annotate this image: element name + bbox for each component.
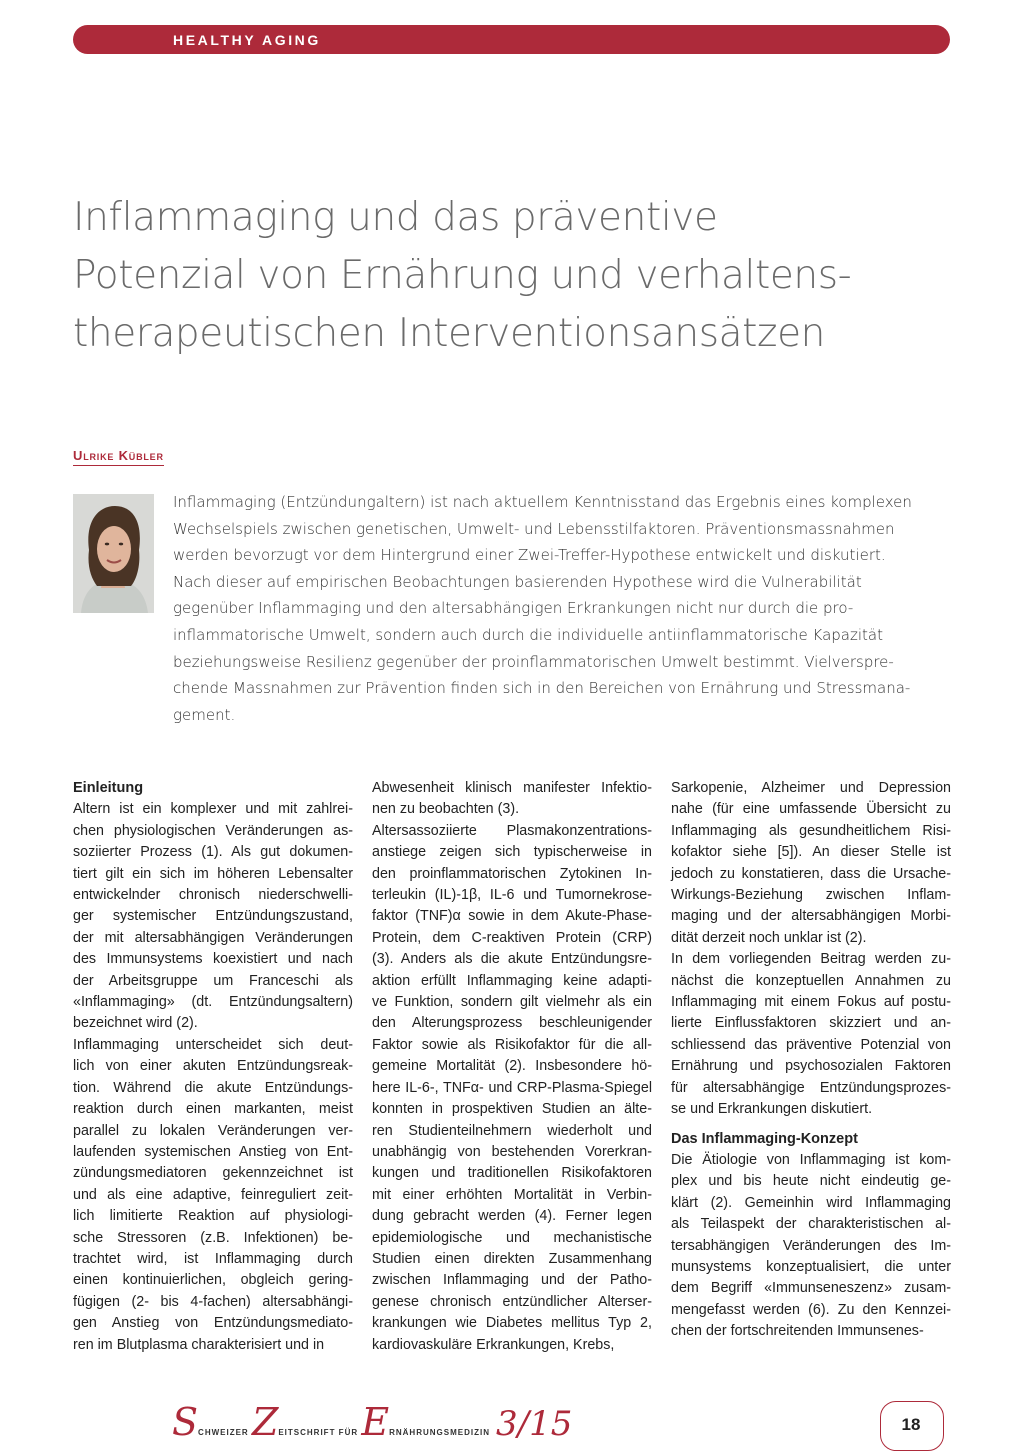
issue-number: 3/15 (495, 1404, 573, 1444)
text-line: In dem vorliegenden Beitrag werden zu- (671, 951, 951, 968)
text-line: «Inflammaging» (dt. Entzündungsaltern) (73, 994, 353, 1011)
logo-letter: E (361, 1400, 390, 1444)
text-line: nächst die konzeptuellen Annahmen zu (671, 972, 951, 989)
text-line: dem Begriff «Immunseneszenz» zusam- (671, 1280, 951, 1297)
text-line: Studien einen direkten Zusammenhang (372, 1250, 652, 1267)
portrait-image (73, 494, 154, 613)
abstract-line: Wechselspiels zwischen genetischen, Umwelt- und Lebensstilfaktoren. Präventionsmassnahmen (173, 519, 895, 538)
text-line: und als eine adaptive, feinreguliert zeit- (73, 1186, 353, 1203)
text-line: Altersassoziierte Plasmakonzentrations- (372, 822, 652, 839)
logo-text: CHWEIZER (198, 1428, 252, 1437)
abstract-line: gement. (173, 705, 236, 724)
text-line: jedoch zu konstatieren, dass die Ursache- (671, 865, 951, 882)
text-line: faktor (TNF)α sowie in dem Akute-Phase- (372, 908, 652, 925)
text-line: krankungen wie Diabetes mellitus Typ 2, (372, 1315, 652, 1332)
text-line: tersabhängigen Veränderungen des Im- (671, 1237, 951, 1254)
abstract-line: Nach dieser auf empirischen Beobachtungen basierenden Hypothese wird die Vulnerabilität (173, 572, 862, 591)
logo-text: RNÄHRUNGSMEDIZIN (389, 1428, 490, 1437)
text-line: terleukin (IL)-1β, IL-6 und Tumornekrose- (372, 887, 652, 904)
text-line: (3). Anders als die akute Entzündungsre- (372, 951, 652, 968)
text-line: einen kontinuierlichen, obgleich gering- (73, 1272, 353, 1289)
text-line: tiert gilt ein sich im höheren Lebensalter (73, 865, 353, 882)
section-heading: Das Inflammaging-Konzept (671, 1130, 858, 1147)
section-banner (73, 25, 950, 54)
body-column-3 (671, 778, 951, 1343)
logo-letter: S (172, 1400, 199, 1444)
title-line: Inflammaging und das präventive (73, 195, 718, 240)
text-line: ren im Blutplasma charakterisiert und in (73, 1336, 325, 1353)
text-line: genese chronisch entzündlicher Alterser- (372, 1293, 652, 1310)
text-line: Die Ätiologie von Inflammaging ist kom- (671, 1151, 951, 1168)
text-line: Sarkopenie, Alzheimer und Depression (671, 780, 951, 796)
paragraph (372, 821, 652, 1356)
text-line: kofaktor siehe [5]). An dieser Stelle ist (671, 844, 951, 861)
text-line: munsystems konzeptualisiert, die unter (671, 1258, 951, 1275)
text-line: gemeine Mortalität (2). Insbesondere hö- (372, 1058, 652, 1075)
text-line: ren Studienteilnehmern wiederholt und (372, 1122, 652, 1139)
text-line: zwischen Inflammaging und der Patho- (372, 1272, 652, 1289)
body-column-1 (73, 778, 353, 1356)
page-number: 18 (901, 1415, 921, 1434)
logo-text: EITSCHRIFT FÜR (278, 1428, 362, 1437)
text-line: Inflammaging als gesundheitlichem Risi- (671, 822, 951, 839)
text-line: plex und bis heute nicht eindeutig ge- (671, 1173, 951, 1190)
text-line: chen der fortschreitenden Immunsenes- (671, 1323, 924, 1340)
text-line: der mit altersabhängigen Veränderungen (73, 929, 353, 946)
text-line: Wirkungs-Beziehung zwischen Inflam- (671, 887, 951, 904)
text-line: ve Funktion, sondern gilt vielmehr als ein (372, 994, 652, 1011)
text-line: Inflammaging mit einem Fokus auf postu- (671, 994, 951, 1011)
logo-letter: Z (251, 1400, 279, 1444)
text-line: aktion erfüllt Inflammaging keine adapti- (372, 972, 652, 989)
text-line: soziierter Prozess (1). Als gut dokumen- (73, 844, 353, 861)
text-line: tion. Während die akute Entzündungs- (73, 1079, 353, 1096)
text-line: unabhängig von bestehenden Vorerkran- (372, 1143, 652, 1160)
text-line: se und Erkrankungen diskutiert. (671, 1101, 873, 1118)
text-line: Ernährung und psychosozialen Faktoren (671, 1058, 951, 1075)
text-line: chen physiologischen Veränderungen as- (73, 822, 353, 839)
journal-logo (172, 1400, 572, 1444)
text-line: kungen und traditionellen Risikofaktoren (372, 1165, 652, 1182)
text-line: maging und der altersabhängigen Morbi- (671, 908, 951, 925)
text-line: als Teilaspekt der charakteristischen al- (671, 1216, 951, 1233)
text-line: dung gebracht werden (4). Ferner legen (372, 1208, 652, 1225)
paragraph (73, 1035, 353, 1356)
text-line: den proinflammatorischen Zytokinen In- (372, 865, 652, 882)
text-line: für altersabhängige Entzündungsprozes- (671, 1079, 951, 1096)
text-line: Altern ist ein komplexer und mit zahlrei- (73, 801, 353, 818)
title-line: therapeutischen Interventionsansätzen (73, 311, 825, 356)
text-line: mit einer erhöhten Mortalität in Verbin- (372, 1186, 652, 1203)
text-line: bezeichnet wird (2). (73, 1015, 198, 1032)
text-line: anstiege zeigen sich typischerweise in (372, 844, 652, 861)
text-line: schliessend das präventive Potenzial von (671, 1036, 951, 1053)
text-line: der Arbeitsgruppe um Franceschi als (73, 972, 353, 989)
section-heading: Einleitung (73, 780, 144, 796)
title-line: Potenzial von Ernährung und verhaltens- (73, 253, 852, 298)
abstract-line: Inflammaging (Entzündungaltern) ist nach aktuellem Kenntnisstand das Ergebnis eines komplexen (173, 493, 912, 511)
paragraph (73, 799, 353, 1034)
text-line: gen Anstieg von Entzündungsmediato- (73, 1315, 353, 1332)
text-line: sche Stressoren (z.B. Infektionen) be- (73, 1229, 353, 1246)
text-line: den Alterungsprozess beschleunigender (372, 1015, 652, 1032)
paragraph (372, 778, 652, 821)
text-line: Abwesenheit klinisch manifester Infektio- (372, 780, 652, 796)
abstract-line: beziehungsweise Resilienz gegenüber der proinflammatorischen Umwelt bestimmt. Vielverspre- (173, 652, 894, 671)
text-line: nen zu beobachten (3). (372, 801, 520, 818)
abstract-line: gegenüber Inflammaging und den altersabhängigen Erkrankungen nicht nur durch die pro- (173, 599, 854, 618)
section-label: HEALTHY AGING (173, 32, 321, 48)
text-line: Protein, dem C-reaktiven Protein (CRP) (372, 929, 652, 946)
text-line: lich limitierte Reaktion auf physiologi- (73, 1208, 353, 1225)
abstract-line: inflammatorische Umwelt, sondern auch durch die individuelle antiinflammatorische Kapazität (173, 625, 883, 644)
text-line: mengefasst werden (6). Zu den Kennzei- (671, 1301, 951, 1318)
spacer (671, 1121, 951, 1129)
text-line: fügigen (2- bis 4-fachen) altersabhängi- (73, 1293, 353, 1310)
text-line: zündungsmediatoren gekennzeichnet ist (73, 1165, 353, 1182)
article-title (73, 189, 973, 363)
abstract-line: werden bevorzugt vor dem Hintergrund einer Zwei-Treffer-Hypothese entwickelt und diskutiert. (173, 546, 886, 565)
paragraph (671, 778, 951, 949)
text-line: epidemiologische und mechanistische (372, 1229, 652, 1246)
abstract (173, 489, 953, 728)
text-line: laufenden systemischen Anstieg von Ent- (73, 1143, 353, 1160)
text-line: Faktor sowie als Risikofaktor für die all- (372, 1036, 652, 1053)
text-line: konnten in prospektiven Studien an älte- (372, 1101, 652, 1118)
text-line: nahe (für eine umfassende Übersicht zu (671, 801, 951, 818)
text-line: lich von einer akuten Entzündungsreak- (73, 1058, 353, 1075)
text-line: here IL-6-, TNFα- und CRP-Plasma-Spiegel (372, 1079, 652, 1096)
abstract-line: chende Massnahmen zur Prävention finden sich in den Bereichen von Ernährung und Stressmana- (173, 679, 911, 698)
text-line: reaktion durch einen markanten, meist (73, 1101, 353, 1118)
page-number-box (880, 1401, 944, 1451)
text-line: entwickelnder chronisch niederschwelli- (73, 887, 353, 904)
author-photo (73, 494, 154, 613)
paragraph (671, 1150, 951, 1343)
text-line: trachtet wird, ist Inflammaging durch (73, 1250, 353, 1267)
author-name: Ulrike Kübler (73, 448, 164, 466)
body-column-2 (372, 778, 652, 1356)
text-line: ger systemischer Entzündungszustand, (73, 908, 353, 925)
text-line: lierte Einflussfaktoren skizziert und an- (671, 1015, 951, 1032)
text-line: Inflammaging unterscheidet sich deut- (73, 1036, 353, 1053)
text-line: parallel zu lokalen Veränderungen ver- (73, 1122, 353, 1139)
text-line: dität derzeit noch unklar ist (2). (671, 929, 867, 946)
paragraph (671, 949, 951, 1120)
text-line: des Immunsystems koexistiert und nach (73, 951, 353, 968)
text-line: klärt (2). Gemeinhin wird Inflammaging (671, 1194, 951, 1211)
text-line: kardiovaskuläre Erkrankungen, Krebs, (372, 1336, 615, 1353)
